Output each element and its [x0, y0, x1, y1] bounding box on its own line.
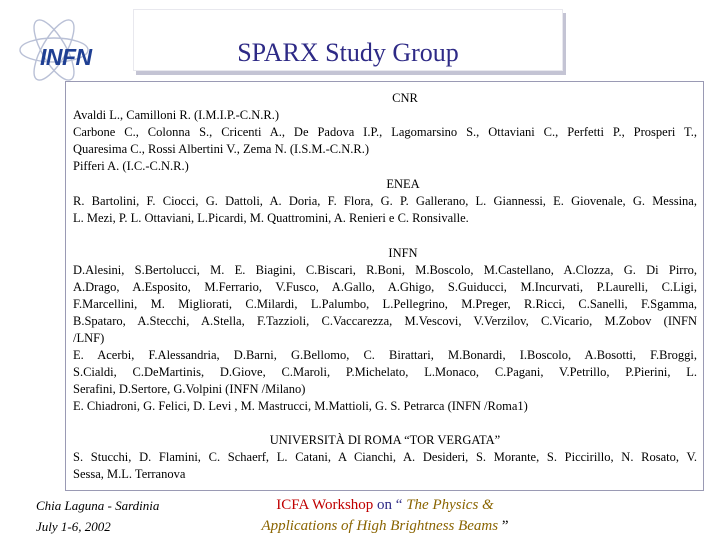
text-line: Carbone C., Colonna S., Cricenti A., De Padova I.P., Lagomarsino S., Ottaviani C., Perfetti P., Prosperi T., — [73, 125, 697, 139]
workshop-on: on “ — [373, 497, 403, 513]
page-title: SPARX Study Group — [237, 38, 459, 67]
text-line: Serafini, D.Sertore, G.Volpini (INFN /Milano) — [73, 382, 306, 396]
text-line: S.Cialdi, C.DeMartinis, D.Giove, C.Maroli, P.Michelato, L.Monaco, C.Pagani, V.Petrillo, P.Pierini, L. — [73, 365, 697, 379]
section-heading: CNR — [392, 91, 418, 105]
title-box — [133, 9, 563, 71]
text-line: E. Chiadroni, G. Felici, D. Levi , M. Mastrucci, M.Mattioli, G. S. Petrarca (INFN /Roma1) — [73, 399, 528, 413]
text-line: R. Bartolini, F. Ciocci, G. Dattoli, A. Doria, F. Flora, G. P. Gallerano, L. Giannessi, E. Giovenale, G. Messina, — [73, 194, 697, 208]
text-line: E. Acerbi, F.Alessandria, D.Barni, G.Bellomo, C. Birattari, M.Bonardi, I.Boscolo, A.Bosotti, F.Broggi, — [73, 348, 697, 362]
workshop-name: ICFA Workshop — [276, 497, 374, 513]
workshop-theme-2: Applications of High Brightness Beams — [261, 518, 499, 534]
text-line: L. Mezi, P. L. Ottaviani, L.Picardi, M. Quattromini, A. Renieri e C. Ronsivalle. — [73, 211, 469, 225]
text-line: Sessa, M.L. Terranova — [73, 467, 186, 481]
text-line: Quaresima C., Rossi Albertini V., Zema N. (I.S.M.-C.N.R.) — [73, 142, 370, 156]
text-line: B.Spataro, A.Stecchi, A.Stella, F.Tazzioli, C.Vaccarezza, M.Vescovi, V.Verzilov, C.Vicario, M.Zobov (INFN — [73, 314, 697, 328]
text-line: A.Drago, A.Esposito, M.Ferrario, V.Fusco, A.Gallo, A.Ghigo, S.Guiducci, M.Incurvati, P.Laurelli, C.Ligi, — [73, 280, 697, 294]
section-tor-vergata — [73, 432, 697, 483]
text-line: F.Marcellini, M. Migliorati, C.Milardi, L.Palumbo, L.Pellegrino, M.Preger, R.Ricci, C.Sanelli, F.Sgamma, — [73, 297, 697, 311]
section-heading: ENEA — [386, 177, 420, 191]
section-infn — [73, 245, 697, 415]
section-cnr — [73, 90, 697, 175]
section-heading: INFN — [388, 246, 418, 260]
text-line: /LNF) — [73, 331, 105, 345]
text-line: S. Stucchi, D. Flamini, C. Schaerf, L. Catani, A Cianchi, A. Desideri, S. Morante, S. Piccirillo, N. Rosato, V. — [73, 450, 697, 464]
section-enea — [73, 176, 697, 227]
text-line: D.Alesini, S.Bertolucci, M. E. Biagini, C.Biscari, R.Boni, M.Boscolo, M.Castellano, A.Clozza, G. Di Pirro, — [73, 263, 697, 277]
footer-workshop — [230, 495, 540, 537]
footer-dates: July 1-6, 2002 — [36, 519, 111, 534]
workshop-close-quote: ” — [498, 518, 509, 534]
section-heading: UNIVERSITÀ DI ROMA “TOR VERGATA” — [269, 433, 501, 447]
logo-text: INFN — [40, 44, 92, 70]
text-line: Pifferi A. (I.C.-C.N.R.) — [73, 159, 189, 173]
text-line: Avaldi L., Camilloni R. (I.M.I.P.-C.N.R.) — [73, 108, 280, 122]
workshop-theme-1: The Physics & — [402, 497, 494, 513]
footer-place: Chia Laguna - Sardinia — [36, 498, 160, 513]
footer-location — [36, 495, 159, 537]
